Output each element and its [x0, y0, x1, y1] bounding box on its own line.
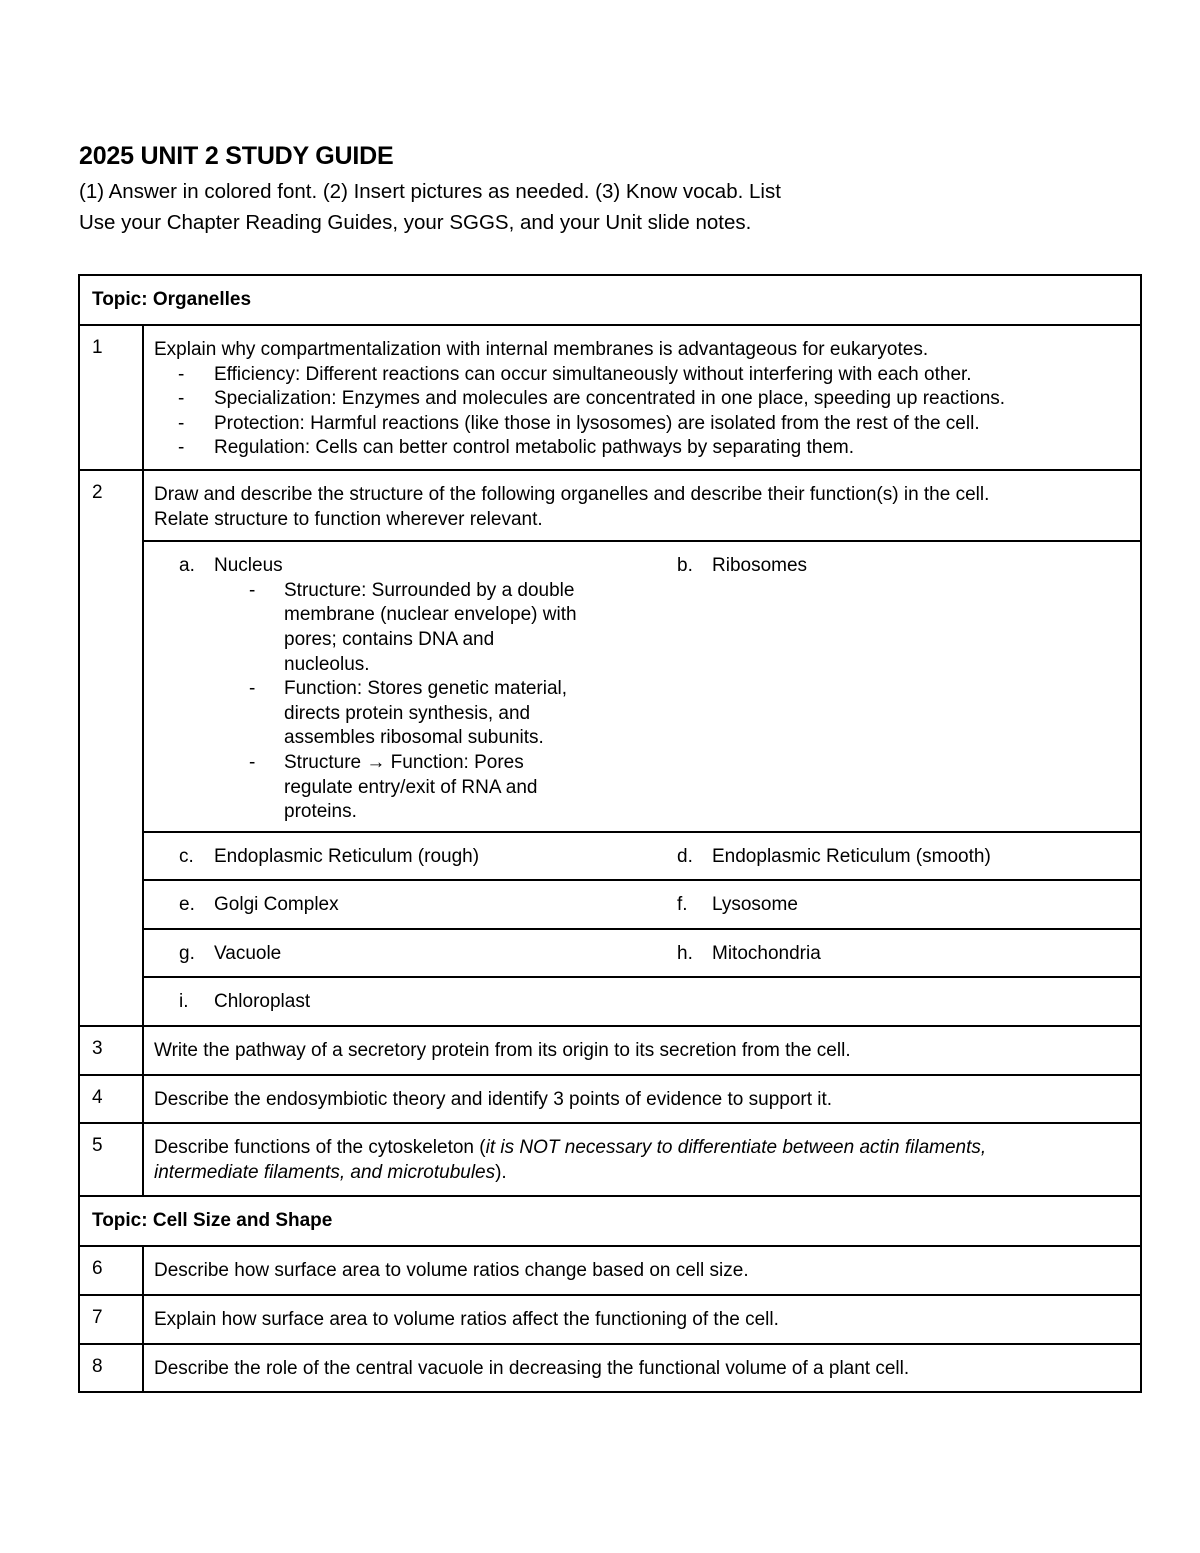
organelle-row-gh [79, 929, 1141, 978]
question-prompt[interactable]: Describe the endosymbiotic theory and identify 3 points of evidence to support it. [143, 1075, 1141, 1124]
organelle-row-i [79, 977, 1141, 1026]
instructions-line-2: Use your Chapter Reading Guides, your SGGS, and your Unit slide notes. [79, 211, 752, 234]
question-number: 2 [79, 470, 143, 1026]
nucleus-bullets [144, 579, 642, 825]
question-number: 5 [79, 1123, 143, 1196]
question-number: 1 [79, 325, 143, 470]
question-prompt[interactable]: Explain how surface area to volume ratios affect the functioning of the cell. [143, 1295, 1141, 1344]
organelle-c-rough-er[interactable]: c. Endoplasmic Reticulum (rough) [179, 845, 480, 867]
question-prompt[interactable]: Describe the role of the central vacuole in decreasing the functional volume of a plant cell. [143, 1344, 1141, 1393]
topic-organelles: Topic: Organelles [79, 275, 1141, 325]
list-item: - Structure: Surrounded by a double membrane (nuclear envelope) with pores; contains DNA and nucleolus. [249, 579, 577, 675]
list-item: - Protection: Harmful reactions (like those in lysosomes) are isolated from the rest of the cell. [178, 412, 980, 434]
instructions-line-1: (1) Answer in colored font. (2) Insert pictures as needed. (3) Know vocab. List [79, 180, 781, 203]
question-row-8 [79, 1344, 1141, 1393]
question-row-5 [79, 1123, 1141, 1196]
study-guide-table [78, 274, 1142, 1393]
list-item: - Specialization: Enzymes and molecules are concentrated in one place, speeding up reactions. [178, 388, 1006, 410]
question-row-2 [79, 470, 1141, 541]
question-prompt[interactable]: Write the pathway of a secretory protein from its origin to its secretion from the cell. [143, 1026, 1141, 1075]
answer-bullets [144, 363, 1130, 461]
question-number: 4 [79, 1075, 143, 1124]
list-item: - Function: Stores genetic material, directs protein synthesis, and assembles ribosomal subunits. [249, 678, 568, 749]
topic-row-organelles [79, 275, 1141, 325]
organelle-e-golgi[interactable]: e. Golgi Complex [179, 894, 339, 916]
question-row-7 [79, 1295, 1141, 1344]
organelle-row-ab [79, 541, 1141, 832]
organelle-h-mitochondria[interactable]: h. Mitochondria [677, 942, 821, 964]
list-item: - Regulation: Cells can better control metabolic pathways by separating them. [178, 437, 855, 459]
answer-cell-1[interactable] [143, 325, 1141, 470]
organelle-row-ef [79, 880, 1141, 929]
organelle-a-nucleus[interactable]: a. Nucleus - Structure: Surrounded by a double membrane (nuclear envelope) with pores; contains DNA and nucleolus. - Function: Stores genetic material, directs protein synthesis, and assembles ribosomal subunits. - Structure → Function: Pores regulate entry/exit of RNA and proteins. [144, 554, 642, 825]
organelle-row-cd [79, 832, 1141, 881]
question-prompt[interactable]: Describe functions of the cytoskeleton (it is NOT necessary to differentiate between actin filaments, intermediate filaments, and microtubules). [143, 1123, 1141, 1196]
question-prompt: Explain why compartmentalization with internal membranes is advantageous for eukaryotes. [154, 339, 929, 360]
question-row-1 [79, 325, 1141, 470]
question-number: 6 [79, 1246, 143, 1295]
question-prompt[interactable]: Describe how surface area to volume ratios change based on cell size. [143, 1246, 1141, 1295]
topic-cell-size: Topic: Cell Size and Shape [79, 1196, 1141, 1246]
question-number: 3 [79, 1026, 143, 1075]
organelle-d-smooth-er[interactable]: d. Endoplasmic Reticulum (smooth) [677, 845, 991, 867]
list-item: - Efficiency: Different reactions can occur simultaneously without interfering with each other. [178, 363, 972, 385]
organelle-i-chloroplast[interactable]: i. Chloroplast [179, 991, 311, 1013]
question-prompt-2: Draw and describe the structure of the following organelles and describe their function(s) in the cell. Relate structure to function wherever relevant. [143, 470, 1141, 541]
question-row-6 [79, 1246, 1141, 1295]
topic-row-cell-size [79, 1196, 1141, 1246]
question-row-4 [79, 1075, 1141, 1124]
organelle-f-lysosome[interactable]: f. Lysosome [677, 894, 798, 916]
organelle-b-ribosomes[interactable]: b. Ribosomes [677, 555, 808, 577]
organelle-g-vacuole[interactable]: g. Vacuole [179, 942, 282, 964]
list-item: - Structure → Function: Pores regulate entry/exit of RNA and proteins. [249, 751, 538, 823]
question-number: 7 [79, 1295, 143, 1344]
page-title: 2025 UNIT 2 STUDY GUIDE [79, 142, 394, 170]
question-number: 8 [79, 1344, 143, 1393]
question-row-3 [79, 1026, 1141, 1075]
